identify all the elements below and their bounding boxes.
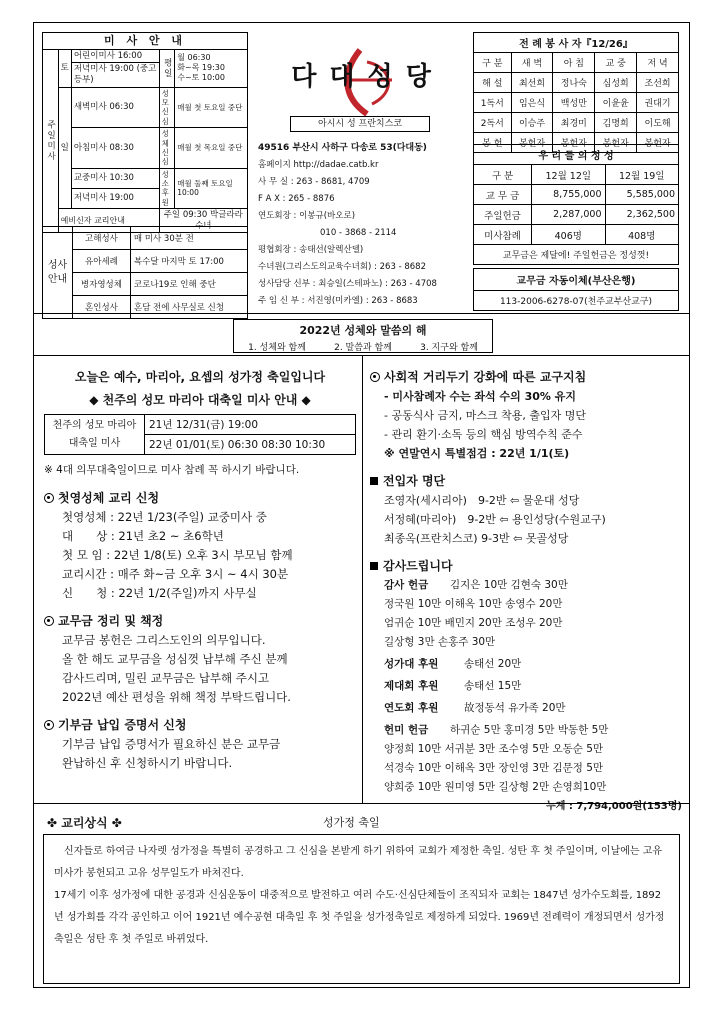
- confession-0-label: 성모신심: [159, 87, 175, 128]
- feast-title: ◆ 천주의 성모 마리아 대축일 미사 안내 ◆: [89, 393, 311, 407]
- servers-cell: 이윤윤: [595, 93, 637, 113]
- servers-cell: 정나숙: [553, 73, 595, 93]
- sunday-label: 일: [58, 87, 71, 209]
- faith-paragraph-2: 17세기 이후 성가정에 대한 공경과 신심운동이 대중적으로 발전하고 여러 수도·신심단체들이 조직되자 교회는 1847년 성가수도회를, 1892년 성가회를 각각 공인하고 이어 1921년 예수공현 대축일 후 첫 주일을 성가정축일로 제정하게 되었다. 1969년 전례력이 개정되면서 성가정축일은 성탄 후 첫 주일로 바뀌었다.: [54, 890, 665, 945]
- tithe-section-title: 교무금 정리 및 책정: [58, 614, 164, 628]
- offering-table: [473, 144, 679, 265]
- thanks-donors: 송태선 20만: [464, 658, 522, 670]
- tithe-title: 교무금 자동이체(부산은행): [474, 269, 678, 291]
- thanks-category: 제대회 후원: [384, 680, 439, 692]
- bullet-icon: [44, 493, 54, 503]
- receipt-line: 기부금 납입 증명서가 필요하신 분은 교무금: [62, 737, 281, 751]
- parish-logo: [272, 42, 452, 122]
- sun-row-0: 새벽미사 06:30: [71, 87, 159, 128]
- year-theme-inner: [233, 319, 493, 353]
- tithe-line: 교무금 봉헌은 그리스도인의 의무입니다.: [62, 633, 266, 647]
- communion-line: 첫영성체 : 22년 1/23(주일) 교중미사 중: [62, 510, 267, 524]
- sac-3-name: 혼인성사: [73, 296, 131, 319]
- distance-line: - 관리 환기·소독 등의 핵심 방역수칙 준수: [384, 428, 583, 441]
- offering-cell: 교 무 금: [474, 185, 532, 205]
- sac-1-name: 유아세례: [73, 250, 131, 273]
- bullet-icon: [370, 372, 380, 382]
- servers-cell: 봉 헌: [474, 133, 512, 153]
- servers-cell: 권대기: [637, 93, 679, 113]
- faith-paragraph-1: 신자들로 하여금 나자렛 성가정을 특별히 공경하고 그 신심을 본받게 하기 위하여 교회가 제정한 축일. 성탄 후 첫 주일이며, 이날에는 고유미사가 봉헌되고 고유 성무일도가 바쳐진다.: [54, 846, 663, 879]
- servers-cell: 봉헌자: [595, 133, 637, 153]
- year-theme-item: 2. 말씀과 함께: [334, 343, 392, 353]
- parish-info: [258, 140, 468, 310]
- thanks-donors: 석경숙 10만 이해옥 3만 장인영 3만 김문정 5만: [384, 762, 604, 774]
- thanks-category: 연도회 후원: [384, 702, 439, 714]
- servers-header-1: 새 벽: [511, 53, 553, 73]
- year-theme-item: 3. 지구와 함께: [420, 343, 478, 353]
- receipt-title: 기부금 납입 증명서 신청: [58, 718, 187, 732]
- sun-row-1: 아침미사 08:30: [71, 128, 159, 169]
- thanks-category: 성가대 후원: [384, 658, 439, 670]
- faith-section: [33, 803, 690, 987]
- thanks-donors: 양희중 10만 원미영 5만 길상형 2만 손영희10만: [384, 781, 607, 793]
- communion-line: 대 상 : 21년 초2 ~ 초6학년: [62, 529, 224, 543]
- receipt-line: 완납하신 후 신청하시기 바랍니다.: [62, 756, 233, 770]
- confession-0-value: 매월 첫 토요일 중단: [175, 87, 248, 128]
- parish-asst-priest: 성사담당 신부 : 최승일(스테파노) : 263 - 4708: [258, 279, 437, 289]
- confession-2-value: 매월 둘째 토요일 10:00: [175, 168, 248, 209]
- servers-cell: 봉헌자: [637, 133, 679, 153]
- feast-time-1: 21년 12/31(금) 19:00: [145, 415, 356, 435]
- servers-cell: 백성만: [553, 93, 595, 113]
- communion-title: 첫영성체 교리 신청: [58, 491, 160, 505]
- servers-cell: 심성희: [595, 73, 637, 93]
- parish-president: 연도회장 : 이봉규(바오로): [258, 211, 356, 221]
- parish-fax: F A X : 265 - 8876: [258, 194, 335, 204]
- sacraments-table: [42, 226, 248, 319]
- servers-title: 전 례 봉 사 자『12/26』: [474, 33, 679, 53]
- parish-address: 49516 부산시 사하구 다송로 53(다대동): [258, 143, 427, 153]
- servers-cell: 김명희: [595, 113, 637, 133]
- sac-1-value: 복수달 마지막 토 17:00: [130, 250, 247, 273]
- distance-line: - 미사참례자 수는 좌석 수의 30% 유지: [384, 390, 577, 403]
- offering-note: 교무금은 제달에! 주일헌금은 정성껏!: [474, 245, 679, 265]
- feast-time-2: 22년 01/01(토) 06:30 08:30 10:30: [145, 435, 356, 455]
- sac-2-name: 병자영성체: [73, 273, 131, 296]
- confession-1-value: 매월 첫 목요일 중단: [175, 128, 248, 169]
- parish-pastor: 주 임 신 부 : 서진영(미카엘) : 263 - 8683: [258, 296, 418, 306]
- year-theme-item: 1. 성체와 함께: [248, 343, 306, 353]
- confession-2-label: 성소후원: [159, 168, 175, 209]
- communion-line: 첫 모 임 : 22년 1/8(토) 오후 3시 부모님 함께: [62, 548, 293, 562]
- communion-line: 신 청 : 22년 1/2(주일)까지 사무실: [62, 586, 257, 600]
- move-line: 서정혜(마리아) 9-2반 ⇦ 용인성당(수원교구): [384, 513, 606, 526]
- offering-cell: 408명: [605, 225, 679, 245]
- parish-office: 사 무 실 : 263 - 8681, 4709: [258, 177, 370, 187]
- servers-cell: 임은식: [511, 93, 553, 113]
- tithe-line: 2022년 예산 편성을 위해 책정 부탁드립니다.: [62, 690, 291, 704]
- offering-cell: 미사참례: [474, 225, 532, 245]
- thanks-total: 누계 : 7,794,000원(153명): [546, 801, 682, 812]
- offering-cell: 406명: [532, 225, 605, 245]
- move-line: 최종옥(프란치스코) 9-3반 ⇦ 못골성당: [384, 532, 569, 545]
- mass-schedule-title: 미 사 안 내: [43, 33, 248, 50]
- servers-header-0: 구 분: [474, 53, 512, 73]
- year-theme-box: [33, 313, 690, 356]
- sac-0-value: 매 미사 30분 전: [130, 227, 247, 250]
- thanks-category: 헌미 헌금: [384, 724, 429, 736]
- feast-name-1: 천주의 성모 마리아: [52, 419, 137, 431]
- servers-header-3: 교 중: [595, 53, 637, 73]
- sac-3-value: 혼담 전에 사무실로 신청: [130, 296, 247, 319]
- thanks-donors: 하귀순 5만 홍미경 5만 박동한 5만: [450, 724, 609, 736]
- servers-cell: 최경미: [553, 113, 595, 133]
- thanks-donors: 정국원 10만 이해옥 10만 송영수 20만: [384, 598, 563, 610]
- year-theme-title: 2022년 성체와 말씀의 해: [299, 324, 427, 337]
- servers-cell: 최선희: [511, 73, 553, 93]
- catechumen-label: 예비신자 교리안내: [58, 209, 159, 233]
- tithe-account: 113-2006-6278-07(천주교부산교구): [499, 297, 653, 307]
- thanks-donors: 송태선 15만: [464, 680, 522, 692]
- offering-header-0: 구 분: [474, 165, 532, 185]
- weekday-row-1: 화~목 19:30: [177, 63, 225, 73]
- communion-line: 교리시간 : 매주 화~금 오후 3시 ~ 4시 30분: [62, 567, 289, 581]
- square-bullet-icon: [370, 562, 378, 570]
- offering-cell: 2,362,500: [605, 205, 679, 225]
- offering-cell: 8,755,000: [532, 185, 605, 205]
- servers-cell: 1독서: [474, 93, 512, 113]
- feast-name-2: 대축일 미사: [68, 437, 121, 449]
- tithe-line: 감사드리며, 밀린 교무금은 납부해 주시고: [62, 671, 270, 685]
- column-divider: [362, 356, 363, 803]
- sac-0-name: 고해성사: [73, 227, 131, 250]
- parish-nuns: 수녀원(그리스도의교육수녀회) : 263 - 8682: [258, 262, 426, 272]
- servers-table: [473, 32, 679, 153]
- sat-row-1: 저녁미사 19:00 (중고등부): [71, 63, 159, 87]
- servers-cell: 조선희: [637, 73, 679, 93]
- parish-homepage[interactable]: 홈페이지 http://dadae.catb.kr: [258, 160, 379, 170]
- catechumen-value: 주일 09:30 박글라라 수녀: [159, 209, 247, 233]
- confession-1-label: 성체신심: [159, 128, 175, 169]
- servers-cell: 봉헌자: [553, 133, 595, 153]
- move-line: 조영자(세시리아) 9-2반 ⇦ 물운대 성당: [384, 494, 580, 507]
- feast-table: [44, 414, 356, 455]
- thanks-title: 감사드립니다: [383, 559, 453, 573]
- servers-cell: 해 설: [474, 73, 512, 93]
- offering-header-1: 12월 12일: [532, 165, 605, 185]
- left-column: [44, 368, 356, 773]
- distance-line: - 공동식사 금지, 마스크 착용, 출입자 명단: [384, 409, 586, 422]
- faith-title: ✤ 교리상식 ✤: [47, 816, 122, 830]
- sac-2-value: 코로나19로 인해 중단: [130, 273, 247, 296]
- offering-header-2: 12월 19일: [605, 165, 679, 185]
- servers-cell: 이승주: [511, 113, 553, 133]
- servers-header-4: 저 녁: [637, 53, 679, 73]
- sun-row-3: 저녁미사 19:00: [71, 188, 159, 208]
- servers-cell: 이도해: [637, 113, 679, 133]
- servers-cell: 봉헌자: [511, 133, 553, 153]
- parish-council: 평협회장 : 송태선(알렉산델): [258, 245, 364, 255]
- thanks-donors: 엄귀순 10만 배민지 20만 조성우 20만: [384, 617, 563, 629]
- headline: 오늘은 예수, 마리아, 요셉의 성가정 축일입니다: [74, 370, 326, 384]
- distance-title: 사회적 거리두기 강화에 따른 교구지침: [384, 370, 587, 384]
- weekday-row-2: 수~토 10:00: [177, 73, 225, 83]
- thanks-donors: 故정동석 유가족 20만: [464, 702, 566, 714]
- offering-cell: 2,287,000: [532, 205, 605, 225]
- parish-president-phone: 010 - 3868 - 2114: [320, 228, 397, 238]
- offering-title: 우 리 들 의 정 성: [474, 145, 679, 165]
- saturday-label: 토: [58, 49, 71, 87]
- offering-cell: 주일헌금: [474, 205, 532, 225]
- weekday-row-0: 월 06:30: [177, 53, 211, 63]
- mass-schedule-table: [42, 32, 248, 233]
- tithe-box: [473, 268, 679, 311]
- thanks-donors: 양정희 10만 서귀분 3만 조수영 5만 오동순 5만: [384, 743, 604, 755]
- sat-row-0: 어린이미사 16:00: [71, 49, 159, 63]
- offering-cell: 5,585,000: [605, 185, 679, 205]
- sacraments-label: 성사 안내: [43, 227, 73, 319]
- parish-name: 다 대 성 당: [291, 62, 433, 92]
- weekday-label: 평일: [159, 49, 175, 87]
- thanks-donors: 길상형 3만 손홍주 30만: [384, 636, 496, 648]
- faith-subtitle: 성가정 축일: [323, 816, 380, 829]
- servers-cell: 2독서: [474, 113, 512, 133]
- thanks-donors: 김지은 10만 김현숙 30만: [450, 579, 568, 591]
- sunday-mass-label: 주일미사: [43, 49, 59, 233]
- square-bullet-icon: [370, 477, 378, 485]
- distance-line: ※ 연말연시 특별점검 : 22년 1/1(토): [384, 447, 570, 460]
- servers-header-2: 아 침: [553, 53, 595, 73]
- patron-label: 아시시 성 프란치스코: [290, 116, 430, 132]
- move-title: 전입자 명단: [383, 474, 446, 488]
- bullet-icon: [44, 616, 54, 626]
- tithe-line: 올 한 해도 교무금을 성심껏 납부해 주신 분께: [62, 652, 288, 666]
- thanks-category: 감사 헌금: [384, 579, 429, 591]
- bullet-icon: [44, 720, 54, 730]
- right-column: [370, 368, 682, 816]
- feast-notice: ※ 4대 의무대축일이므로 미사 참례 꼭 하시기 바랍니다.: [44, 464, 300, 476]
- sun-row-2: 교중미사 10:30: [71, 168, 159, 188]
